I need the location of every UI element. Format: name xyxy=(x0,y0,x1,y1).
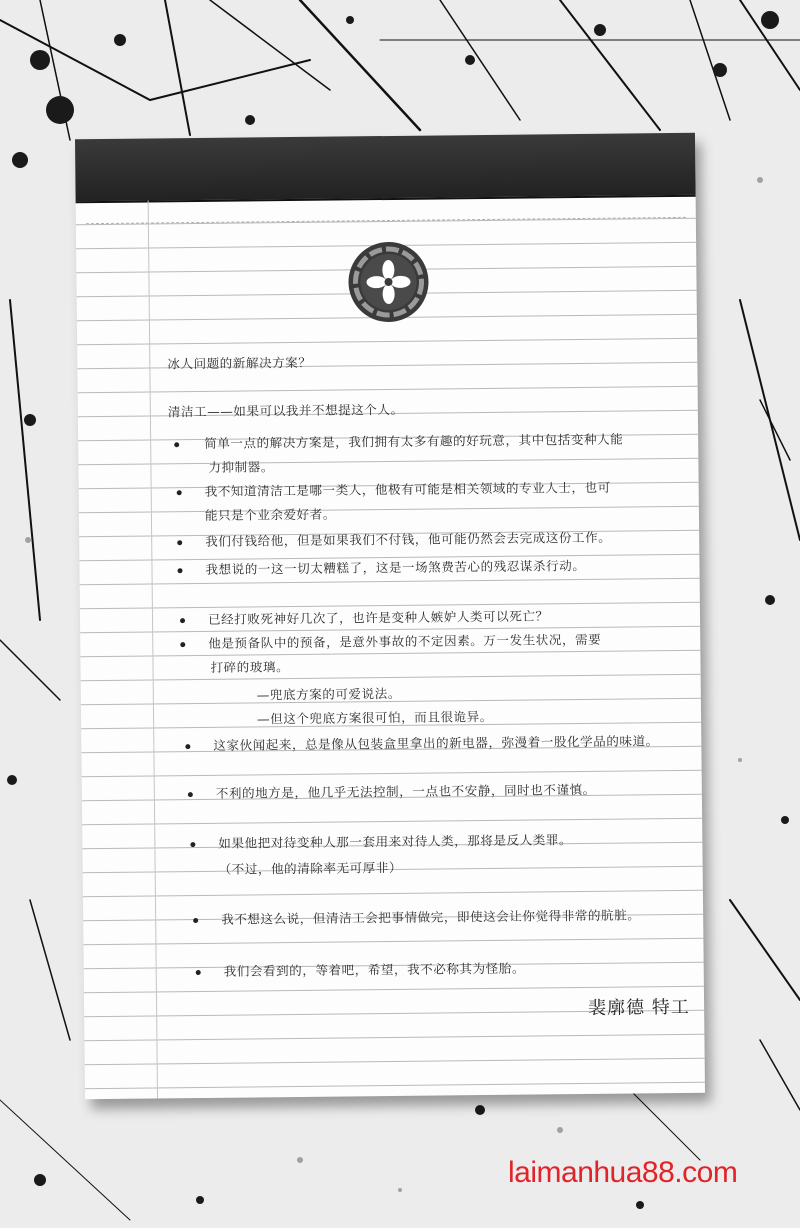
note-line: 如果他把对待变种人那一套用来对待人类，那将是反人类罪。 xyxy=(218,832,573,851)
bullet-icon xyxy=(185,744,190,749)
note-line: 已经打败死神好几次了，也许是变种人嫉妒人类可以死亡？ xyxy=(207,608,549,627)
note-line: 我们会看到的，等着吧，希望，我不必称其为怪胎。 xyxy=(223,960,526,979)
note-line: 打碎的玻璃。 xyxy=(210,659,290,675)
note-heading: 清洁工——如果可以我并不想提这个人。 xyxy=(167,401,404,420)
note-line: 力抑制器。 xyxy=(208,459,275,475)
note-title: 冰人问题的新解决方案？ xyxy=(167,354,312,372)
bullet-icon xyxy=(196,970,201,975)
note-line: —但这个兜底方案很可怕，而且很诡异。 xyxy=(256,708,493,727)
note-line: 我不知道清洁工是哪一类人，他极有可能是相关领域的专业人士，也可 xyxy=(204,479,611,499)
note-line: 我不想这么说，但清洁工会把事情做完，即使这会让你觉得非常的肮脏。 xyxy=(221,907,641,927)
bullet-icon xyxy=(190,842,195,847)
note-line: 这家伙闻起来，总是像从包装盒里拿出的新电器，弥漫着一股化学品的味道。 xyxy=(213,733,659,753)
signature: 裴廓德 特工 xyxy=(588,996,690,1019)
note-line: 不利的地方是，他几乎无法控制，一点也不安静，同时也不谨慎。 xyxy=(215,781,596,801)
bullet-icon xyxy=(177,540,182,545)
handwritten-note xyxy=(75,133,705,1099)
notepad xyxy=(75,133,705,1099)
note-line: 能只是个业余爱好者。 xyxy=(204,506,337,523)
bullet-icon xyxy=(174,442,179,447)
note-line: 他是预备队中的预备，是意外事故的不定因素。万一发生状况，需要 xyxy=(208,631,602,651)
bullet-icon xyxy=(188,792,193,797)
bullet-icon xyxy=(177,568,182,573)
note-line: 简单一点的解决方案是，我们拥有太多有趣的好玩意，其中包括变种人能 xyxy=(204,431,624,451)
bullet-icon xyxy=(177,490,182,495)
note-line: （不过，他的清除率无可厚非） xyxy=(218,859,403,877)
bullet-icon xyxy=(193,918,198,923)
bullet-icon xyxy=(180,618,185,623)
watermark: laimanhua88.com xyxy=(508,1156,738,1189)
note-line: —兜底方案的可爱说法。 xyxy=(256,685,401,703)
note-line: 我们付钱给他，但是如果我们不付钱，他可能仍然会去完成这份工作。 xyxy=(205,529,612,549)
note-line: 我想说的一这一切太糟糕了，这是一场煞费苦心的残忍谋杀行动。 xyxy=(205,557,586,577)
bullet-icon xyxy=(180,642,185,647)
